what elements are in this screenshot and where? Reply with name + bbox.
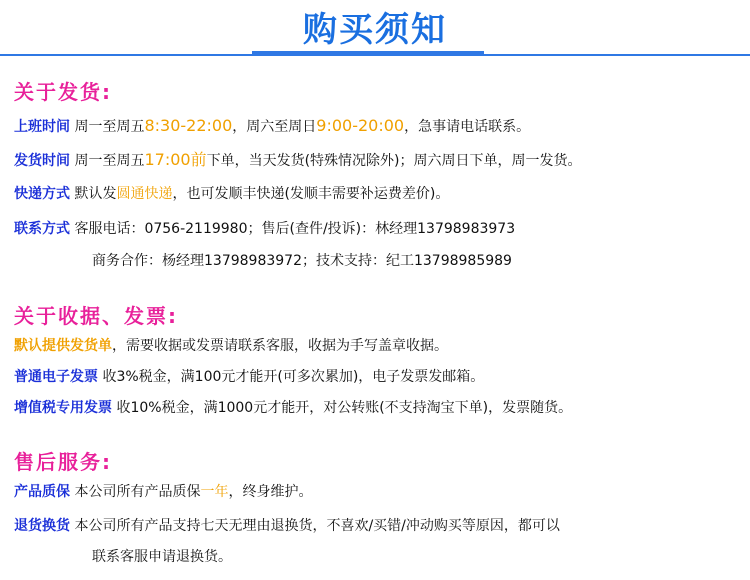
- electronic-invoice-text: 收3%税金，满100元才能开(可多次累加)，电子发票发邮箱。: [98, 369, 485, 385]
- returns-row: [14, 516, 560, 536]
- work-hours-text-2: ，周六至周日: [232, 119, 317, 135]
- contact-line-1: 客服电话：0756-2119980；售后(查件/投诉)：林经理13798983973: [74, 221, 516, 237]
- vat-invoice-row: [14, 398, 572, 418]
- vat-invoice-label: 增值税专用发票: [14, 400, 112, 416]
- default-invoice-row: [14, 336, 448, 356]
- section-heading-invoice: 关于收据、发票:: [14, 304, 178, 328]
- page-title: 购买须知: [303, 10, 447, 50]
- ship-time-text-1: 周一至周五: [74, 153, 145, 169]
- section-heading-shipping: 关于发货:: [14, 80, 112, 104]
- vat-invoice-text: 收10%税金，满1000元才能开，对公转账(不支持淘宝下单)，发票随货。: [112, 400, 573, 416]
- work-hours-label: 上班时间: [14, 119, 70, 135]
- contact-label: 联系方式: [14, 221, 70, 237]
- section-heading-aftersale: 售后服务:: [14, 450, 112, 474]
- warranty-text-1: 本公司所有产品质保: [70, 484, 201, 500]
- default-courier: 圆通快递: [116, 186, 173, 202]
- courier-row: [14, 184, 449, 204]
- electronic-invoice-row: [14, 367, 484, 387]
- work-hours-text-1: 周一至周五: [74, 119, 145, 135]
- weekday-hours: 8:30-22:00: [144, 116, 233, 135]
- contact-line-2: 商务合作：杨经理13798983972；技术支持：纪工13798985989: [92, 253, 512, 269]
- work-hours-row: [14, 116, 530, 137]
- warranty-row: [14, 482, 312, 502]
- electronic-invoice-label: 普通电子发票: [14, 369, 98, 385]
- warranty-period: 一年: [200, 484, 229, 500]
- returns-line-2: 联系客服申请退换货。: [92, 549, 232, 565]
- ship-time-row: [14, 150, 582, 171]
- header-accent-bar: [252, 51, 484, 56]
- warranty-text-2: ，终身维护。: [228, 484, 313, 500]
- weekend-hours: 9:00-20:00: [316, 116, 405, 135]
- courier-text-1: 默认发: [74, 186, 117, 202]
- header: [0, 0, 750, 58]
- ship-time-label: 发货时间: [14, 153, 70, 169]
- ship-cutoff-time: 17:00前: [144, 150, 207, 169]
- courier-text-2: ，也可发顺丰快递(发顺丰需要补运费差价)。: [172, 186, 450, 202]
- courier-label: 快递方式: [14, 186, 70, 202]
- ship-time-text-2: 下单，当天发货(特殊情况除外)；周六周日下单，周一发货。: [206, 153, 582, 169]
- returns-line-1: 本公司所有产品支持七天无理由退换货，不喜欢/买错/冲动购买等原因，都可以: [70, 518, 560, 534]
- contact-row: [14, 219, 515, 239]
- work-hours-text-3: ，急事请电话联系。: [404, 119, 531, 135]
- warranty-label: 产品质保: [14, 484, 70, 500]
- default-invoice-text: ，需要收据或发票请联系客服，收据为手写盖章收据。: [112, 338, 448, 354]
- returns-label: 退货换货: [14, 518, 70, 534]
- default-invoice-label: 默认提供发货单: [14, 338, 112, 354]
